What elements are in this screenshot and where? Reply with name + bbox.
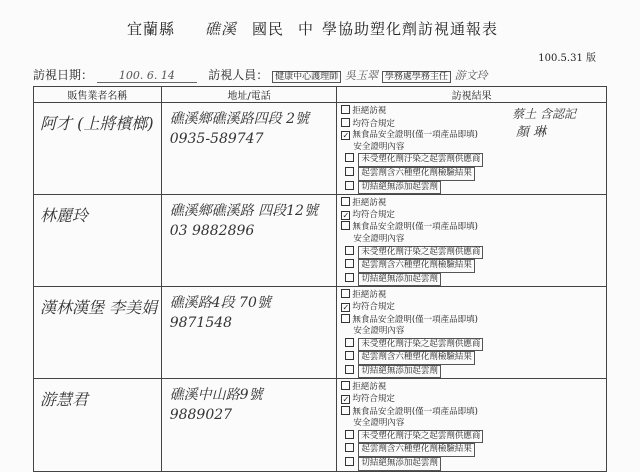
county-name: 宜蘭縣 xyxy=(127,20,176,38)
school-level: 國民 xyxy=(252,20,285,38)
option-no-cert: 無食品安全證明(僅一項產品即填) xyxy=(341,406,606,419)
school-grade: 中 xyxy=(298,20,315,38)
cert-content-label: 安全證明內容 xyxy=(353,418,405,429)
option-item2: 起雲劑含六種塑化劑檢驗結果 xyxy=(341,443,606,457)
checkbox-no_cert[interactable]: ✓ xyxy=(342,131,350,141)
table-row xyxy=(34,287,607,379)
option-compliant: ✓ 均符合規定 xyxy=(342,394,395,405)
checkbox-item2[interactable] xyxy=(345,443,354,452)
vendor-cell xyxy=(34,287,162,379)
result-cell xyxy=(337,287,607,379)
option-item3: 切結絕無添加起雲劑 xyxy=(341,365,606,379)
option-item2: 起雲劑含六種塑化劑檢驗結果 xyxy=(341,259,606,273)
checkbox-item2[interactable] xyxy=(345,351,354,360)
table-row xyxy=(34,379,607,471)
vendor-name: 漢林漢堡 李美娟 xyxy=(40,298,158,318)
checkbox-compliant[interactable]: ✓ xyxy=(342,210,350,220)
result-cell xyxy=(337,379,607,471)
header-result: 訪視結果 xyxy=(337,87,607,103)
option-compliant: 均符合規定 xyxy=(341,118,606,131)
option-compliant: ✓ 均符合規定 xyxy=(342,301,395,312)
option-item2: 起雲劑含六種塑化劑檢驗結果 xyxy=(341,167,606,181)
form-title: 學協助塑化劑訪視通報表 xyxy=(322,20,499,38)
inspector-role-2: 學務處學務主任 xyxy=(382,71,451,83)
vendor-phone: 03 9882896 xyxy=(169,223,255,240)
address-cell xyxy=(161,195,337,287)
option-item1: 未受塑化劑汙染之起雲劑供應商 xyxy=(341,338,606,352)
table-row xyxy=(34,103,607,195)
option-item3: 切結絕無添加起雲劑 xyxy=(341,457,606,471)
address-cell xyxy=(161,287,337,379)
vendor-address: 礁溪中山路9號 xyxy=(169,387,263,404)
header-address: 地址/電話 xyxy=(161,87,337,103)
checkbox-refused[interactable] xyxy=(341,105,350,114)
visit-table xyxy=(33,86,607,472)
checkbox-refused[interactable] xyxy=(341,289,350,298)
cert-content-label: 安全證明內容 xyxy=(353,326,405,337)
checkbox-compliant[interactable] xyxy=(341,118,350,127)
option-refused: 拒絕訪視 xyxy=(341,197,606,210)
option-item1: 未受塑化劑汙染之起雲劑供應商 xyxy=(341,153,606,167)
school-name: 礁溪 xyxy=(205,20,238,38)
vendor-cell xyxy=(34,195,162,287)
address-cell xyxy=(161,379,337,471)
table-header-row xyxy=(34,87,607,103)
inspector-name-1: 吳玉翠 xyxy=(344,69,378,82)
vendor-phone: 0935-589747 xyxy=(169,131,264,147)
vendor-cell xyxy=(34,379,162,471)
checkbox-item1[interactable] xyxy=(345,153,354,162)
checkbox-item3[interactable] xyxy=(345,457,354,466)
cert-content-label: 安全證明內容 xyxy=(353,233,405,244)
option-item3: 切結絕無添加起雲劑 xyxy=(341,181,606,195)
result-cell xyxy=(337,103,607,195)
option-no-cert: ✓ 無食品安全證明(僅一項產品即填) xyxy=(342,130,478,141)
vendor-phone: 9871548 xyxy=(169,315,233,332)
cert-content-label: 安全證明內容 xyxy=(353,141,405,152)
checkbox-item1[interactable] xyxy=(345,430,354,439)
checkbox-no_cert[interactable] xyxy=(341,314,350,323)
option-no-cert: 無食品安全證明(僅一項產品即填) xyxy=(341,314,606,327)
date-value: 100. 6. 14 xyxy=(118,69,175,82)
checkbox-no_cert[interactable] xyxy=(341,406,350,415)
checkbox-refused[interactable] xyxy=(341,197,350,206)
option-item1: 未受塑化劑汙染之起雲劑供應商 xyxy=(341,246,606,260)
option-refused: 拒絕訪視 xyxy=(341,381,606,394)
option-refused: 拒絕訪視 xyxy=(341,289,606,302)
handwritten-signature: 顏 琳 xyxy=(515,125,546,140)
option-item1: 未受塑化劑汙染之起雲劑供應商 xyxy=(341,430,606,444)
option-refused: 拒絕訪視 xyxy=(341,105,606,118)
checkbox-item3[interactable] xyxy=(345,181,354,190)
result-cell xyxy=(337,195,607,287)
handwritten-note: 蔡土 含認記 xyxy=(512,107,576,121)
vendor-address: 礁溪鄉礁溪路 四段12號 xyxy=(169,203,318,220)
checkbox-refused[interactable] xyxy=(341,381,350,390)
checkbox-item2[interactable] xyxy=(345,167,354,176)
vendor-name: 阿才 (上將檳榔) xyxy=(40,114,154,133)
checkbox-no_cert[interactable] xyxy=(341,221,350,230)
date-label: 訪視日期： xyxy=(33,68,94,82)
address-cell xyxy=(161,103,337,195)
option-compliant: ✓ 均符合規定 xyxy=(342,209,395,220)
visit-meta xyxy=(33,66,488,83)
checkbox-item3[interactable] xyxy=(345,365,354,374)
checkbox-compliant[interactable]: ✓ xyxy=(342,395,350,405)
checkbox-item3[interactable] xyxy=(345,273,354,282)
option-item3: 切結絕無添加起雲劑 xyxy=(341,273,606,287)
header-vendor: 販售業者名稱 xyxy=(34,87,162,103)
inspector-label: 訪視人員： xyxy=(208,68,269,82)
form-version: 100.5.31 版 xyxy=(538,53,596,64)
vendor-cell xyxy=(34,103,162,195)
table-row xyxy=(34,195,607,287)
option-item2: 起雲劑含六種塑化劑檢驗結果 xyxy=(341,351,606,365)
vendor-name: 游慧君 xyxy=(40,390,89,410)
inspector-role-1: 健康中心護理師 xyxy=(272,71,341,83)
vendor-name: 林麗玲 xyxy=(40,206,89,226)
vendor-address: 礁溪路4段 70號 xyxy=(169,295,271,312)
checkbox-item2[interactable] xyxy=(345,259,354,268)
vendor-address: 礁溪鄉礁溪路四段 2號 xyxy=(169,111,310,127)
inspector-name-2: 游文玲 xyxy=(454,69,488,82)
vendor-phone: 9889027 xyxy=(169,407,233,424)
option-no-cert: 無食品安全證明(僅一項產品即填) xyxy=(341,221,606,234)
checkbox-item1[interactable] xyxy=(345,338,354,347)
checkbox-compliant[interactable]: ✓ xyxy=(342,302,350,312)
checkbox-item1[interactable] xyxy=(345,246,354,255)
